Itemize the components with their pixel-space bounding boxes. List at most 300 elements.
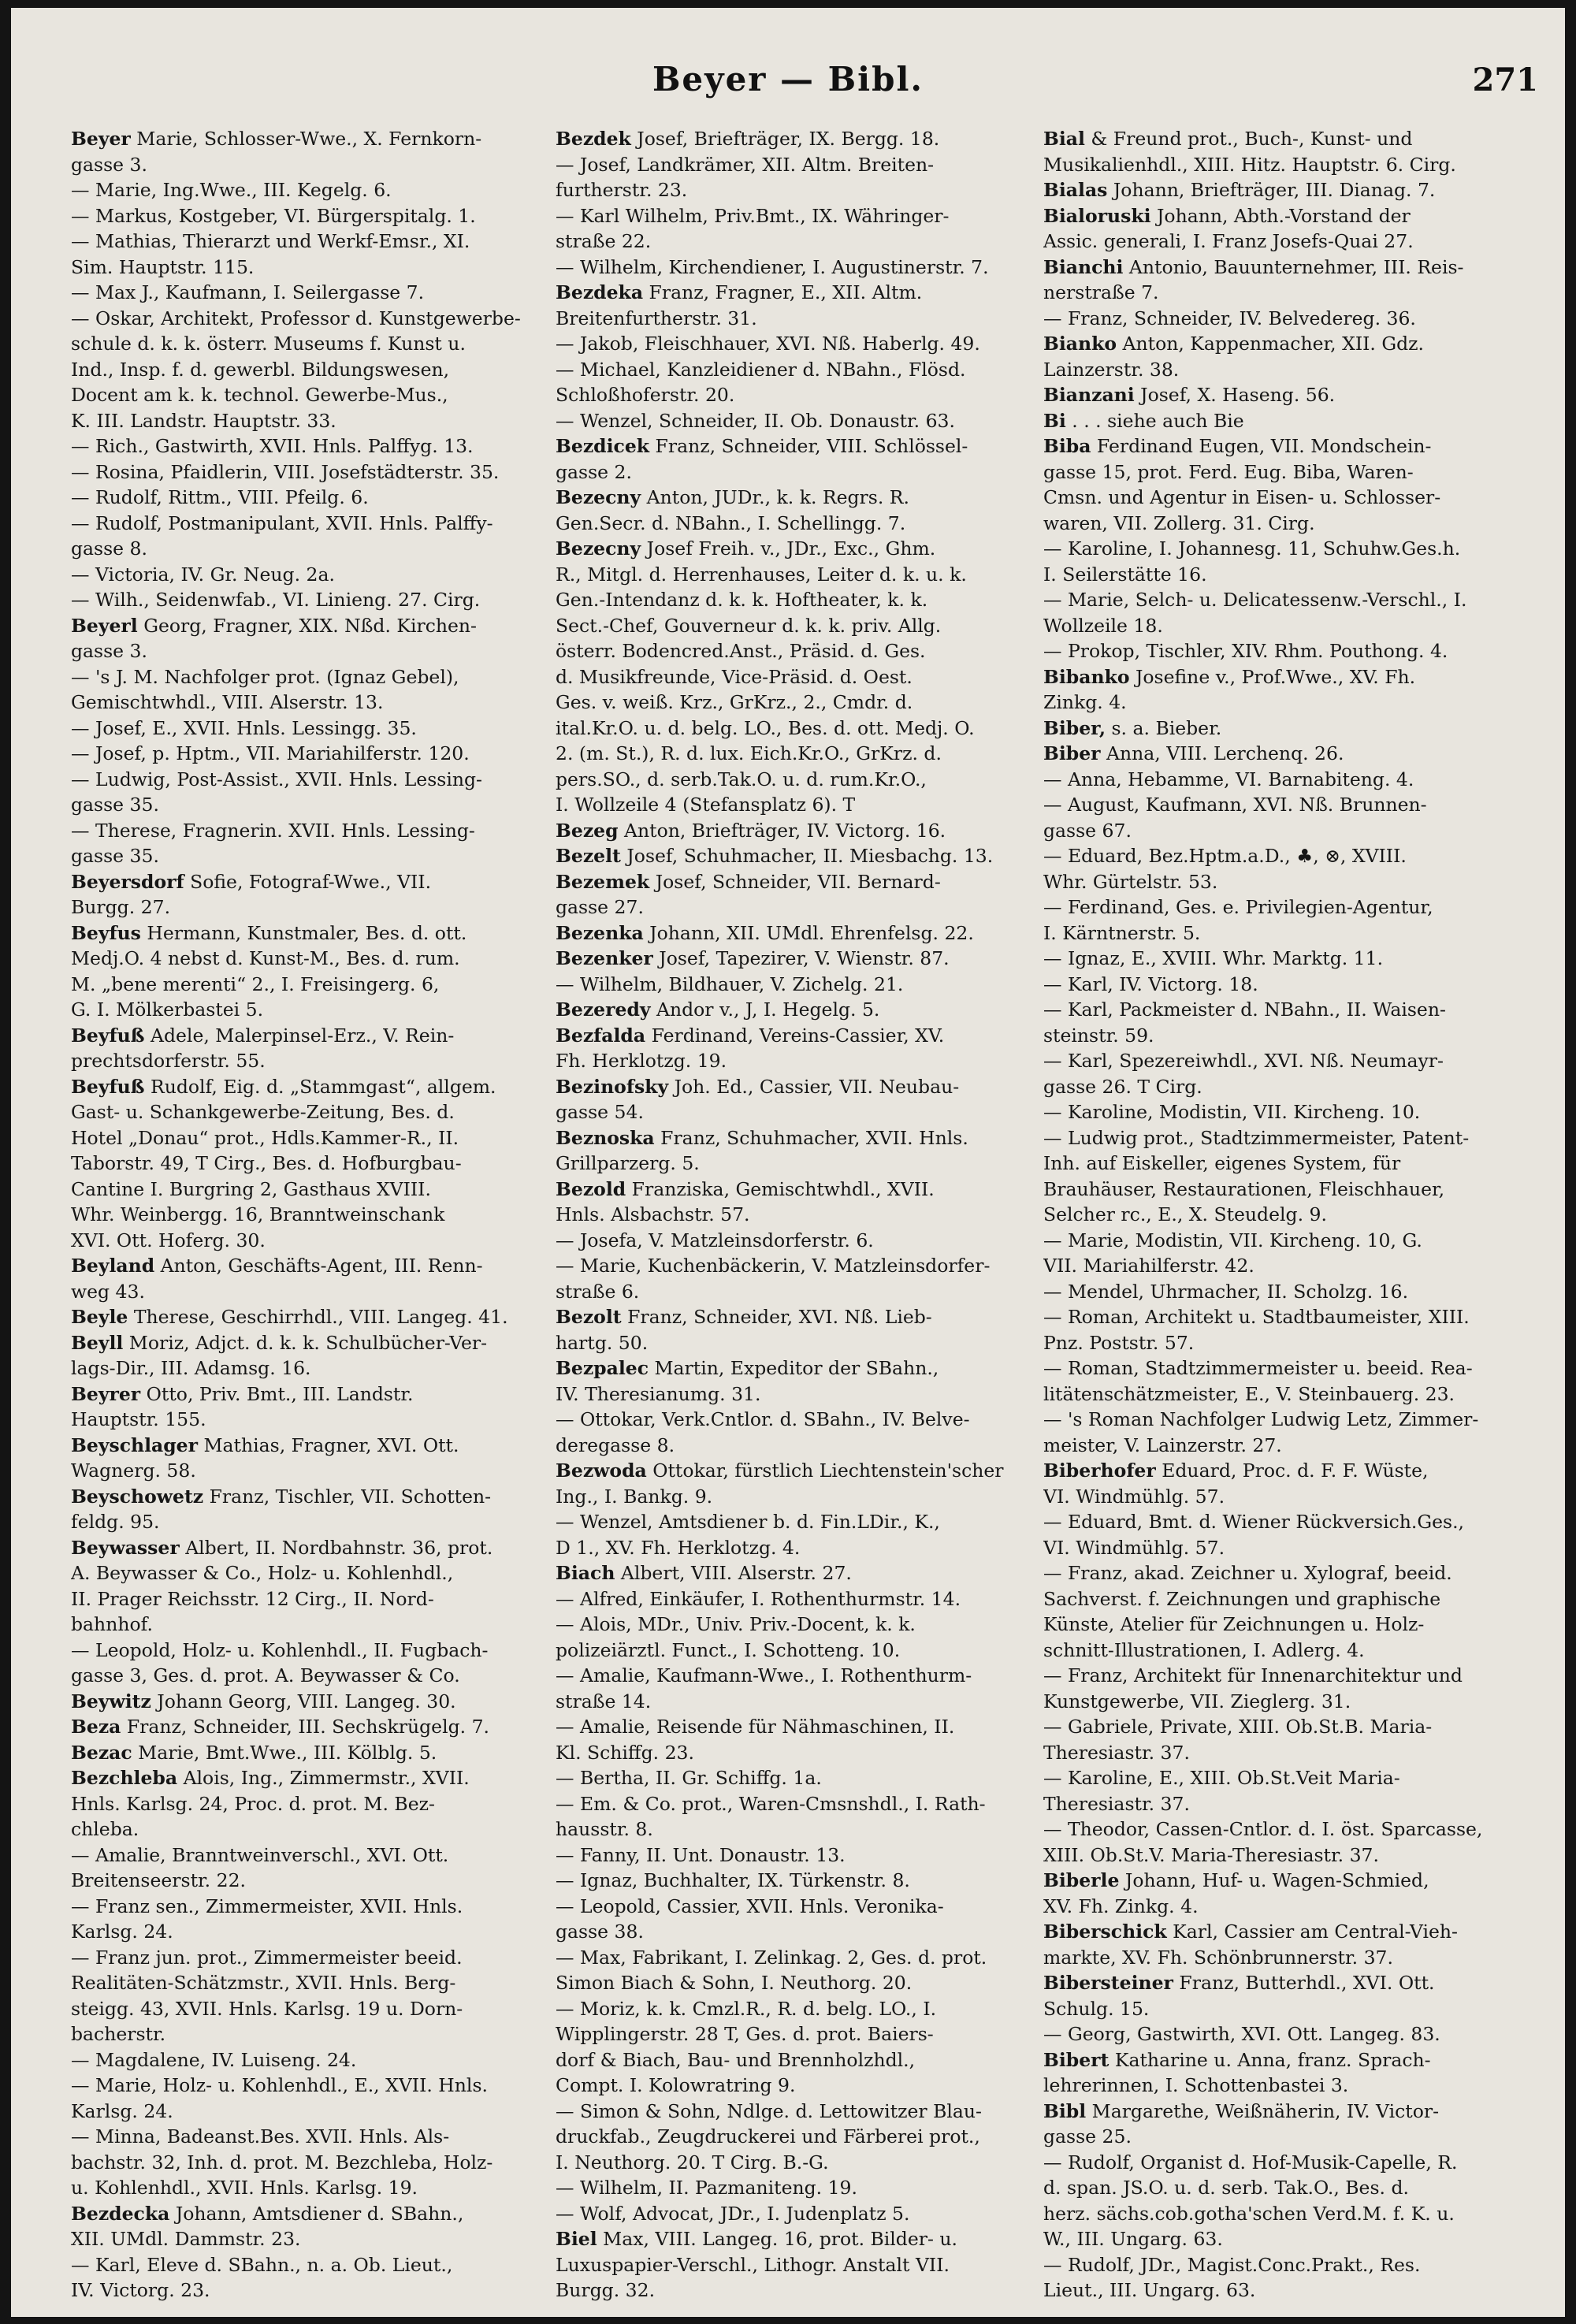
entry-continuation-line: hausstr. 8. xyxy=(556,1818,653,1840)
entry-first-line: Bialas Johann, Briefträger, III. Dianag. 7. xyxy=(1043,179,1436,201)
entry-continuation-line: Fh. Herklotzg. 19. xyxy=(556,1050,727,1072)
directory-entry xyxy=(556,869,1035,920)
entry-first-line: Biberhofer Eduard, Proc. d. F. F. Wüste, xyxy=(1043,1459,1429,1482)
entry-first-line: — Em. & Co. prot., Waren-Cmsnshdl., I. Rath- xyxy=(556,1792,986,1815)
entry-first-line: Bezdeka Franz, Fragner, E., XII. Altm. xyxy=(556,281,923,303)
entry-first-line: Bibl Margarethe, Weißnäherin, IV. Victor- xyxy=(1043,2099,1440,2122)
directory-entry xyxy=(556,1663,1035,1714)
entry-first-line: — Mathias, Thierarzt und Werkf-Emsr., XI. xyxy=(71,230,470,252)
entry-continuation-line: Karlsg. 24. xyxy=(71,2099,173,2122)
directory-entry xyxy=(71,2252,550,2302)
entry-continuation-line: gasse 38. xyxy=(556,1921,644,1943)
directory-entry xyxy=(556,1894,1035,1945)
directory-entry xyxy=(1043,946,1532,972)
directory-entry xyxy=(556,357,1035,408)
entry-first-line: Beyschlager Mathias, Fragner, XVI. Ott. xyxy=(71,1433,459,1456)
entry-continuation-line: I. Seilerstätte 16. xyxy=(1043,563,1207,586)
entry-continuation-line: XIII. Ob.St.V. Maria-Theresiastr. 37. xyxy=(1043,1843,1379,1866)
directory-entry xyxy=(1043,331,1532,382)
directory-entry xyxy=(1043,843,1532,894)
entry-first-line: — Fanny, II. Unt. Donaustr. 13. xyxy=(556,1843,846,1866)
entry-first-line: Biach Albert, VIII. Alserstr. 27. xyxy=(556,1562,852,1584)
directory-entry xyxy=(556,485,1035,536)
entry-first-line: — Prokop, Tischler, XIV. Rhm. Pouthong. 4. xyxy=(1043,640,1448,662)
entry-first-line: Biba Ferdinand Eugen, VII. Mondschein- xyxy=(1043,435,1432,457)
entry-continuation-line: I. Wollzeile 4 (Stefansplatz 6). T xyxy=(556,794,856,816)
entry-first-line: Bezchleba Alois, Ing., Zimmermstr., XVII. xyxy=(71,1767,470,1789)
entry-first-line: Beyschowetz Franz, Tischler, VII. Schotten- xyxy=(71,1485,492,1508)
directory-page xyxy=(11,8,1565,2317)
directory-entry xyxy=(1043,306,1532,332)
directory-entry xyxy=(556,408,1035,434)
entry-continuation-line: K. III. Landstr. Hauptstr. 33. xyxy=(71,409,336,432)
directory-entry xyxy=(71,920,550,1023)
directory-entry xyxy=(1043,664,1532,716)
entry-first-line: — Ludwig, Post-Assist., XVII. Hnls. Lessing- xyxy=(71,768,482,790)
entry-first-line: Bezecny Josef Freih. v., JDr., Exc., Ghm. xyxy=(556,537,936,560)
directory-entry xyxy=(71,433,550,459)
directory-entry xyxy=(556,1355,1035,1407)
entry-continuation-line: herz. sächs.cob.gotha'schen Verd.M. f. K. u. xyxy=(1043,2202,1455,2225)
directory-entry xyxy=(71,1074,550,1254)
directory-entry xyxy=(71,2124,550,2201)
directory-entry xyxy=(556,2201,1035,2227)
directory-entry xyxy=(71,664,550,716)
entry-continuation-line: G. I. Mölkerbastei 5. xyxy=(71,998,264,1021)
directory-entry xyxy=(1043,203,1532,255)
entry-first-line: — 's J. M. Nachfolger prot. (Ignaz Gebel), xyxy=(71,665,459,688)
entry-first-line: — Josef, E., XVII. Hnls. Lessingg. 35. xyxy=(71,716,417,739)
entry-first-line: — Franz jun. prot., Zimmermeister beeid. xyxy=(71,1946,463,1969)
entry-continuation-line: Whr. Gürtelstr. 53. xyxy=(1043,870,1218,893)
entry-continuation-line: Künste, Atelier für Zeichnungen u. Holz- xyxy=(1043,1613,1425,1635)
entry-first-line: Beyfus Hermann, Kunstmaler, Bes. d. ott. xyxy=(71,921,467,944)
entry-first-line: — Josefa, V. Matzleinsdorferstr. 6. xyxy=(556,1229,874,1251)
column-2 xyxy=(556,126,1035,2301)
entry-first-line: — Rudolf, Rittm., VIII. Pfeilg. 6. xyxy=(71,486,369,508)
directory-entry xyxy=(1043,1560,1532,1663)
entry-first-line: Bezolt Franz, Schneider, XVI. Nß. Lieb- xyxy=(556,1306,932,1328)
entry-continuation-line: I. Neuthorg. 20. T Cirg. B.-G. xyxy=(556,2151,829,2173)
entry-first-line: Bezpalec Martin, Expeditor der SBahn., xyxy=(556,1357,939,1379)
directory-entry xyxy=(1043,1970,1532,2021)
entry-continuation-line: deregasse 8. xyxy=(556,1433,675,1456)
entry-continuation-line: Gen.-Intendanz d. k. k. Hoftheater, k. k. xyxy=(556,589,928,611)
entry-first-line: Beyll Moriz, Adjct. d. k. k. Schulbücher-Ver- xyxy=(71,1331,488,1354)
directory-entry xyxy=(1043,2252,1532,2302)
entry-continuation-line: gasse 8. xyxy=(71,537,147,560)
directory-entry xyxy=(71,126,550,177)
directory-entry xyxy=(1043,2047,1532,2099)
directory-entry xyxy=(71,562,550,588)
entry-continuation-line: gasse 3. xyxy=(71,640,147,662)
directory-entry xyxy=(1043,2150,1532,2252)
page-header xyxy=(11,8,1565,99)
directory-entry xyxy=(556,1125,1035,1177)
entry-continuation-line: Schulg. 15. xyxy=(1043,1997,1150,2020)
directory-entry xyxy=(1043,1458,1532,1509)
entry-first-line: — Max J., Kaufmann, I. Seilergasse 7. xyxy=(71,281,425,303)
directory-entry xyxy=(1043,638,1532,664)
entry-continuation-line: Whr. Weinbergg. 16, Branntweinschank xyxy=(71,1203,445,1225)
directory-entry xyxy=(556,433,1035,485)
entry-first-line: — Marie, Kuchenbäckerin, V. Matzleinsdorfer- xyxy=(556,1255,991,1277)
entry-first-line: — Oskar, Architekt, Professor d. Kunstgewerbe- xyxy=(71,307,521,329)
entry-continuation-line: D 1., XV. Fh. Herklotzg. 4. xyxy=(556,1536,801,1559)
entry-continuation-line: XV. Fh. Zinkg. 4. xyxy=(1043,1895,1199,1917)
directory-entry xyxy=(556,2226,1035,2301)
entry-continuation-line: 2. (m. St.), R. d. lux. Eich.Kr.O., GrKrz. d. xyxy=(556,742,942,764)
entry-first-line: — Alois, MDr., Univ. Priv.-Docent, k. k. xyxy=(556,1613,916,1635)
directory-entry xyxy=(556,203,1035,255)
entry-continuation-line: Selcher rc., E., X. Steudelg. 9. xyxy=(1043,1203,1327,1225)
entry-first-line: — Minna, Badeanst.Bes. XVII. Hnls. Als- xyxy=(71,2125,450,2147)
entry-first-line: — Ludwig prot., Stadtzimmermeister, Patent- xyxy=(1043,1126,1470,1149)
entry-first-line: — Karl Wilhelm, Priv.Bmt., IX. Währinger- xyxy=(556,204,950,227)
directory-entry xyxy=(1043,716,1532,742)
entry-continuation-line: Karlsg. 24. xyxy=(71,1921,173,1943)
entry-continuation-line: weg 43. xyxy=(71,1280,145,1303)
directory-entry xyxy=(71,1484,550,1535)
directory-entry xyxy=(556,997,1035,1023)
entry-continuation-line: gasse 3. xyxy=(71,153,147,176)
directory-entry xyxy=(1043,1125,1532,1228)
entry-continuation-line: Breitenfurtherstr. 31. xyxy=(556,307,757,329)
directory-entry xyxy=(1043,382,1532,408)
entry-first-line: — Therese, Fragnerin. XVII. Hnls. Lessing- xyxy=(71,819,475,842)
directory-entry xyxy=(1043,433,1532,536)
directory-entry xyxy=(71,1894,550,1945)
entry-continuation-line: VI. Windmühlg. 57. xyxy=(1043,1536,1225,1559)
entry-continuation-line: meister, V. Lainzerstr. 27. xyxy=(1043,1433,1282,1456)
entry-first-line: — Eduard, Bmt. d. Wiener Rückversich.Ges., xyxy=(1043,1511,1465,1533)
directory-entry xyxy=(556,1996,1035,2099)
entry-first-line: — Josef, Landkrämer, XII. Altm. Breiten- xyxy=(556,153,935,176)
entry-continuation-line: gasse 3, Ges. d. prot. A. Beywasser & Co. xyxy=(71,1664,460,1686)
directory-entry xyxy=(556,126,1035,152)
entry-first-line: Beywasser Albert, II. Nordbahnstr. 36, prot. xyxy=(71,1536,493,1559)
directory-entry xyxy=(1043,587,1532,638)
directory-entry xyxy=(71,1945,550,2047)
entry-first-line: — Max, Fabrikant, I. Zelinkag. 2, Ges. d. prot. xyxy=(556,1946,987,1969)
directory-entry xyxy=(556,331,1035,357)
entry-first-line: — Karoline, Modistin, VII. Kircheng. 10. xyxy=(1043,1101,1421,1123)
entry-first-line: — Wenzel, Schneider, II. Ob. Donaustr. 63. xyxy=(556,409,955,432)
entry-first-line: — Ignaz, E., XVIII. Whr. Marktg. 11. xyxy=(1043,947,1384,969)
entry-continuation-line: litätenschätzmeister, E., V. Steinbauerg. 23. xyxy=(1043,1382,1455,1405)
entry-continuation-line: Assic. generali, I. Franz Josefs-Quai 27. xyxy=(1043,230,1414,252)
entry-first-line: — Josef, p. Hptm., VII. Mariahilferstr. 120. xyxy=(71,742,470,764)
entry-first-line: Bezeredy Andor v., J, I. Hegelg. 5. xyxy=(556,998,880,1021)
entry-continuation-line: Breitenseerstr. 22. xyxy=(71,1869,246,1891)
entry-first-line: — Wilhelm, Kirchendiener, I. Augustinerstr. 7. xyxy=(556,255,989,278)
directory-entry xyxy=(1043,177,1532,203)
directory-entry xyxy=(1043,1407,1532,1458)
column-1 xyxy=(71,126,550,2301)
directory-entry xyxy=(1043,1099,1532,1125)
entry-continuation-line: Gen.Secr. d. NBahn., I. Schellingg. 7. xyxy=(556,511,906,534)
entry-first-line: — Anna, Hebamme, VI. Barnabiteng. 4. xyxy=(1043,768,1414,790)
directory-entry xyxy=(1043,1279,1532,1305)
entry-continuation-line: Cantine I. Burgring 2, Gasthaus XVIII. xyxy=(71,1177,431,1200)
entry-first-line: Biberschick Karl, Cassier am Central-Vieh- xyxy=(1043,1921,1458,1943)
directory-entry xyxy=(556,1177,1035,1228)
entry-continuation-line: bacherstr. xyxy=(71,2023,166,2045)
entry-first-line: Bi . . . siehe auch Bie xyxy=(1043,409,1244,432)
directory-entry xyxy=(556,1458,1035,1509)
directory-entry xyxy=(1043,1765,1532,1816)
directory-entry xyxy=(71,1253,550,1304)
entry-continuation-line: gasse 35. xyxy=(71,794,159,816)
entry-continuation-line: Realitäten-Schätzmstr., XVII. Hnls. Berg- xyxy=(71,1972,456,1994)
entry-first-line: — Franz, Schneider, IV. Belvedereg. 36. xyxy=(1043,307,1416,329)
entry-first-line: — Georg, Gastwirth, XVI. Ott. Langeg. 83. xyxy=(1043,2023,1440,2045)
entry-first-line: — Marie, Modistin, VII. Kircheng. 10, G. xyxy=(1043,1229,1422,1251)
directory-entry xyxy=(556,152,1035,203)
entry-first-line: — Rosina, Pfaidlerin, VIII. Josefstädterstr. 35. xyxy=(71,460,500,483)
entry-continuation-line: feldg. 95. xyxy=(71,1511,160,1533)
entry-continuation-line: schnitt-Illustrationen, I. Adlerg. 4. xyxy=(1043,1638,1365,1661)
entry-first-line: — Marie, Holz- u. Kohlenhdl., E., XVII. Hnls. xyxy=(71,2074,488,2096)
entry-continuation-line: Theresiastr. 37. xyxy=(1043,1741,1190,1764)
directory-entry xyxy=(71,1330,550,1381)
directory-entry xyxy=(71,1535,550,1638)
entry-first-line: Bezold Franziska, Gemischtwhdl., XVII. xyxy=(556,1177,935,1200)
entry-first-line: Beywitz Johann Georg, VIII. Langeg. 30. xyxy=(71,1690,456,1712)
page-title: Beyer — Bibl. xyxy=(652,60,924,99)
entry-first-line: — Wilhelm, Bildhauer, V. Zichelg. 21. xyxy=(556,972,904,995)
entry-first-line: — Karl, Spezereiwhdl., XVI. Nß. Neumayr- xyxy=(1043,1050,1444,1072)
entry-first-line: Beyrer Otto, Priv. Bmt., III. Landstr. xyxy=(71,1382,414,1405)
entry-continuation-line: chleba. xyxy=(71,1818,139,1840)
directory-entry xyxy=(71,203,550,229)
entry-first-line: Bezdicek Franz, Schneider, VIII. Schlössel- xyxy=(556,435,968,457)
entry-continuation-line: Compt. I. Kolowratring 9. xyxy=(556,2074,796,2096)
directory-entry xyxy=(71,511,550,562)
directory-entry xyxy=(556,1714,1035,1765)
entry-first-line: Bezenker Josef, Tapezirer, V. Wienstr. 87. xyxy=(556,947,950,969)
entry-continuation-line: XVI. Ott. Hoferg. 30. xyxy=(71,1229,266,1251)
entry-first-line: Bial & Freund prot., Buch-, Kunst- und xyxy=(1043,128,1413,150)
directory-entry xyxy=(1043,1816,1532,1868)
entry-continuation-line: d. Musikfreunde, Vice-Präsid. d. Oest. xyxy=(556,665,913,688)
entry-continuation-line: W., III. Ungarg. 63. xyxy=(1043,2228,1223,2250)
entry-continuation-line: straße 22. xyxy=(556,230,652,252)
entry-first-line: — Michael, Kanzleidiener d. NBahn., Flösd. xyxy=(556,358,966,381)
directory-entry xyxy=(71,869,550,920)
directory-entry xyxy=(71,2201,550,2252)
directory-entry xyxy=(556,946,1035,972)
directory-entry xyxy=(71,177,550,203)
entry-continuation-line: Ing., I. Bankg. 9. xyxy=(556,1485,713,1508)
directory-entry xyxy=(556,2175,1035,2201)
entry-continuation-line: Burgg. 27. xyxy=(71,896,171,918)
directory-entry xyxy=(1043,408,1532,434)
entry-continuation-line: Wagnerg. 58. xyxy=(71,1459,196,1482)
entry-first-line: Bezecny Anton, JUDr., k. k. Regrs. R. xyxy=(556,486,909,508)
entry-first-line: Beyland Anton, Geschäfts-Agent, III. Renn- xyxy=(71,1255,483,1277)
entry-first-line: Beyer Marie, Schlosser-Wwe., X. Fernkorn- xyxy=(71,128,482,150)
entry-first-line: — Victoria, IV. Gr. Neug. 2a. xyxy=(71,563,335,586)
entry-first-line: Bezwoda Ottokar, fürstlich Liechtenstein'scher xyxy=(556,1459,1004,1482)
directory-entry xyxy=(556,255,1035,281)
entry-first-line: — Franz sen., Zimmermeister, XVII. Hnls. xyxy=(71,1895,463,1917)
directory-entry xyxy=(556,920,1035,946)
entry-first-line: — Roman, Architekt u. Stadtbaumeister, XIII. xyxy=(1043,1306,1470,1328)
entry-continuation-line: Lieut., III. Ungarg. 63. xyxy=(1043,2279,1256,2301)
entry-continuation-line: Wollzeile 18. xyxy=(1043,614,1163,637)
entry-first-line: — 's Roman Nachfolger Ludwig Letz, Zimmer- xyxy=(1043,1408,1479,1430)
entry-continuation-line: Hnls. Karlsg. 24, Proc. d. prot. M. Bez- xyxy=(71,1792,435,1815)
entry-first-line: — Bertha, II. Gr. Schiffg. 1a. xyxy=(556,1767,822,1789)
entry-first-line: Bezenka Johann, XII. UMdl. Ehrenfelsg. 22. xyxy=(556,921,974,944)
entry-continuation-line: Schloßhoferstr. 20. xyxy=(556,384,735,406)
directory-entry xyxy=(1043,536,1532,587)
entry-continuation-line: druckfab., Zeugdruckerei und Färberei prot., xyxy=(556,2125,980,2147)
directory-entry xyxy=(1043,255,1532,306)
directory-entry xyxy=(556,1560,1035,1586)
entry-continuation-line: pers.SO., d. serb.Tak.O. u. d. rum.Kr.O., xyxy=(556,768,927,790)
entry-continuation-line: Sect.-Chef, Gouverneur d. k. k. priv. Allg. xyxy=(556,614,942,637)
directory-entry xyxy=(71,2047,550,2073)
entry-continuation-line: schule d. k. k. österr. Museums f. Kunst u. xyxy=(71,333,466,355)
directory-entry xyxy=(71,1765,550,1842)
entry-first-line: Beyersdorf Sofie, Fotograf-Wwe., VII. xyxy=(71,870,432,893)
directory-entry xyxy=(556,1253,1035,1304)
directory-entry xyxy=(556,1509,1035,1560)
directory-entry xyxy=(556,1586,1035,1612)
entry-continuation-line: bahnhof. xyxy=(71,1613,153,1635)
entry-continuation-line: Grillparzerg. 5. xyxy=(556,1152,700,1174)
directory-entry xyxy=(71,1842,550,1894)
entry-continuation-line: straße 14. xyxy=(556,1690,652,1712)
entry-first-line: Bezfalda Ferdinand, Vereins-Cassier, XV. xyxy=(556,1024,945,1047)
directory-entry xyxy=(556,1023,1035,1074)
entry-continuation-line: Wipplingerstr. 28 T, Ges. d. prot. Baiers- xyxy=(556,2023,934,2045)
entry-first-line: — Roman, Stadtzimmermeister u. beeid. Rea- xyxy=(1043,1357,1473,1379)
entry-continuation-line: polizeiärztl. Funct., I. Schotteng. 10. xyxy=(556,1638,901,1661)
entry-first-line: — Wolf, Advocat, JDr., I. Judenplatz 5. xyxy=(556,2202,910,2225)
directory-entry xyxy=(556,1407,1035,1458)
entry-continuation-line: Taborstr. 49, T Cirg., Bes. d. Hofburgbau- xyxy=(71,1152,462,1174)
entry-continuation-line: Brauhäuser, Restaurationen, Fleischhauer, xyxy=(1043,1177,1445,1200)
entry-continuation-line: ital.Kr.O. u. d. belg. LO., Bes. d. ott. Medj. O. xyxy=(556,716,975,739)
directory-entry xyxy=(556,843,1035,869)
entry-continuation-line: lehrerinnen, I. Schottenbastei 3. xyxy=(1043,2074,1349,2096)
directory-entry xyxy=(71,716,550,742)
directory-entry xyxy=(1043,894,1532,946)
directory-entry xyxy=(71,767,550,818)
entry-continuation-line: Sachverst. f. Zeichnungen und graphische xyxy=(1043,1587,1441,1610)
entry-continuation-line: nerstraße 7. xyxy=(1043,281,1159,303)
directory-entry xyxy=(71,1714,550,1740)
directory-entry xyxy=(71,1381,550,1433)
directory-entry xyxy=(556,2099,1035,2176)
page-number: 271 xyxy=(1472,61,1538,99)
entry-first-line: — Franz, akad. Zeichner u. Xylograf, beeid. xyxy=(1043,1562,1452,1584)
directory-entry xyxy=(556,972,1035,998)
entry-first-line: — Markus, Kostgeber, VI. Bürgerspitalg. 1. xyxy=(71,204,476,227)
entry-first-line: Beyfuß Rudolf, Eig. d. „Stammgast“, allgem. xyxy=(71,1075,496,1098)
entry-continuation-line: Docent am k. k. technol. Gewerbe-Mus., xyxy=(71,384,448,406)
entry-first-line: — Leopold, Cassier, XVII. Hnls. Veronika- xyxy=(556,1895,944,1917)
entry-first-line: Biberle Johann, Huf- u. Wagen-Schmied, xyxy=(1043,1869,1429,1891)
entry-first-line: — Karl, Packmeister d. NBahn., II. Waisen- xyxy=(1043,998,1446,1021)
entry-first-line: Bezemek Josef, Schneider, VII. Bernard- xyxy=(556,870,941,893)
directory-entry xyxy=(1043,2099,1532,2150)
directory-entry xyxy=(556,1765,1035,1791)
directory-entry xyxy=(71,485,550,511)
directory-entry xyxy=(71,306,550,434)
directory-entry xyxy=(71,2073,550,2124)
entry-continuation-line: Theresiastr. 37. xyxy=(1043,1792,1190,1815)
entry-first-line: Bezac Marie, Bmt.Wwe., III. Kölblg. 5. xyxy=(71,1741,437,1764)
entry-first-line: — Theodor, Cassen-Cntlor. d. I. öst. Sparcasse, xyxy=(1043,1818,1483,1840)
entry-first-line: — Jakob, Fleischhauer, XVI. Nß. Haberlg. 49. xyxy=(556,333,980,355)
entry-continuation-line: VI. Windmühlg. 57. xyxy=(1043,1485,1225,1508)
entry-first-line: — Amalie, Reisende für Nähmaschinen, II. xyxy=(556,1716,955,1738)
entry-continuation-line: Luxuspapier-Verschl., Lithogr. Anstalt VII. xyxy=(556,2253,950,2276)
entry-first-line: Biber Anna, VIII. Lerchenq. 26. xyxy=(1043,742,1344,764)
entry-first-line: — Rudolf, Postmanipulant, XVII. Hnls. Palffy- xyxy=(71,511,493,534)
entry-first-line: Beyle Therese, Geschirrhdl., VIII. Langeg. 41. xyxy=(71,1306,508,1328)
entry-first-line: Bezdek Josef, Briefträger, IX. Bergg. 18. xyxy=(556,128,940,150)
entry-first-line: Bianchi Antonio, Bauunternehmer, III. Reis- xyxy=(1043,255,1464,278)
entry-first-line: — Alfred, Einkäufer, I. Rothenthurmstr. 14. xyxy=(556,1587,961,1610)
entry-continuation-line: M. „bene merenti“ 2., I. Freisingerg. 6, xyxy=(71,972,440,995)
entry-continuation-line: gasse 26. T Cirg. xyxy=(1043,1075,1202,1098)
directory-entry xyxy=(556,1842,1035,1868)
directory-entry xyxy=(71,1433,550,1484)
entry-continuation-line: Hnls. Alsbachstr. 57. xyxy=(556,1203,750,1225)
entry-continuation-line: steinstr. 59. xyxy=(1043,1024,1154,1047)
entry-first-line: — Rudolf, JDr., Magist.Conc.Prakt., Res. xyxy=(1043,2253,1421,2276)
directory-entry xyxy=(71,613,550,664)
entry-first-line: Beznoska Franz, Schuhmacher, XVII. Hnls. xyxy=(556,1126,968,1149)
entry-continuation-line: Ges. v. weiß. Krz., GrKrz., 2., Cmdr. d. xyxy=(556,691,913,713)
entry-first-line: — Wilhelm, II. Pazmaniteng. 19. xyxy=(556,2177,857,2199)
entry-continuation-line: Burgg. 32. xyxy=(556,2279,656,2301)
entry-continuation-line: R., Mitgl. d. Herrenhauses, Leiter d. k. u. k. xyxy=(556,563,967,586)
directory-entry xyxy=(71,1689,550,1715)
entry-first-line: — Ferdinand, Ges. e. Privilegien-Agentur, xyxy=(1043,896,1433,918)
directory-entry xyxy=(71,1304,550,1330)
entry-first-line: — Gabriele, Private, XIII. Ob.St.B. Maria- xyxy=(1043,1716,1433,1738)
entry-continuation-line: Ind., Insp. f. d. gewerbl. Bildungswesen, xyxy=(71,358,450,381)
entry-first-line: — Marie, Selch- u. Delicatessenw.-Verschl., I. xyxy=(1043,589,1467,611)
entry-continuation-line: gasse 2. xyxy=(556,460,632,483)
entry-first-line: — Franz, Architekt für Innenarchitektur und xyxy=(1043,1664,1463,1686)
directory-entry xyxy=(556,1791,1035,1842)
entry-first-line: Bezdecka Johann, Amtsdiener d. SBahn., xyxy=(71,2202,464,2225)
directory-entry xyxy=(1043,2021,1532,2047)
entry-continuation-line: I. Kärntnerstr. 5. xyxy=(1043,921,1201,944)
directory-entry xyxy=(1043,1663,1532,1714)
entry-first-line: — Ottokar, Verk.Cntlor. d. SBahn., IV. Belve- xyxy=(556,1408,970,1430)
entry-first-line: — Wilh., Seidenwfab., VI. Linieng. 27. Cirg. xyxy=(71,589,481,611)
entry-first-line: — Leopold, Holz- u. Kohlenhdl., II. Fugbach- xyxy=(71,1638,489,1661)
entry-first-line: — Ignaz, Buchhalter, IX. Türkenstr. 8. xyxy=(556,1869,910,1891)
entry-continuation-line: d. span. JS.O. u. d. serb. Tak.O., Bes. d. xyxy=(1043,2177,1409,2199)
directory-entry xyxy=(556,280,1035,331)
directory-entry xyxy=(1043,1509,1532,1560)
entry-continuation-line: prechtsdorferstr. 55. xyxy=(71,1050,266,1072)
column-3 xyxy=(1043,126,1532,2301)
entry-first-line: — August, Kaufmann, XVI. Nß. Brunnen- xyxy=(1043,794,1427,816)
entry-first-line: — Eduard, Bez.Hptm.a.D., ♣, ⊗, XVIII. xyxy=(1043,845,1407,867)
entry-first-line: Bibert Katharine u. Anna, franz. Sprach- xyxy=(1043,2048,1431,2071)
entry-first-line: — Karl, IV. Victorg. 18. xyxy=(1043,972,1258,995)
